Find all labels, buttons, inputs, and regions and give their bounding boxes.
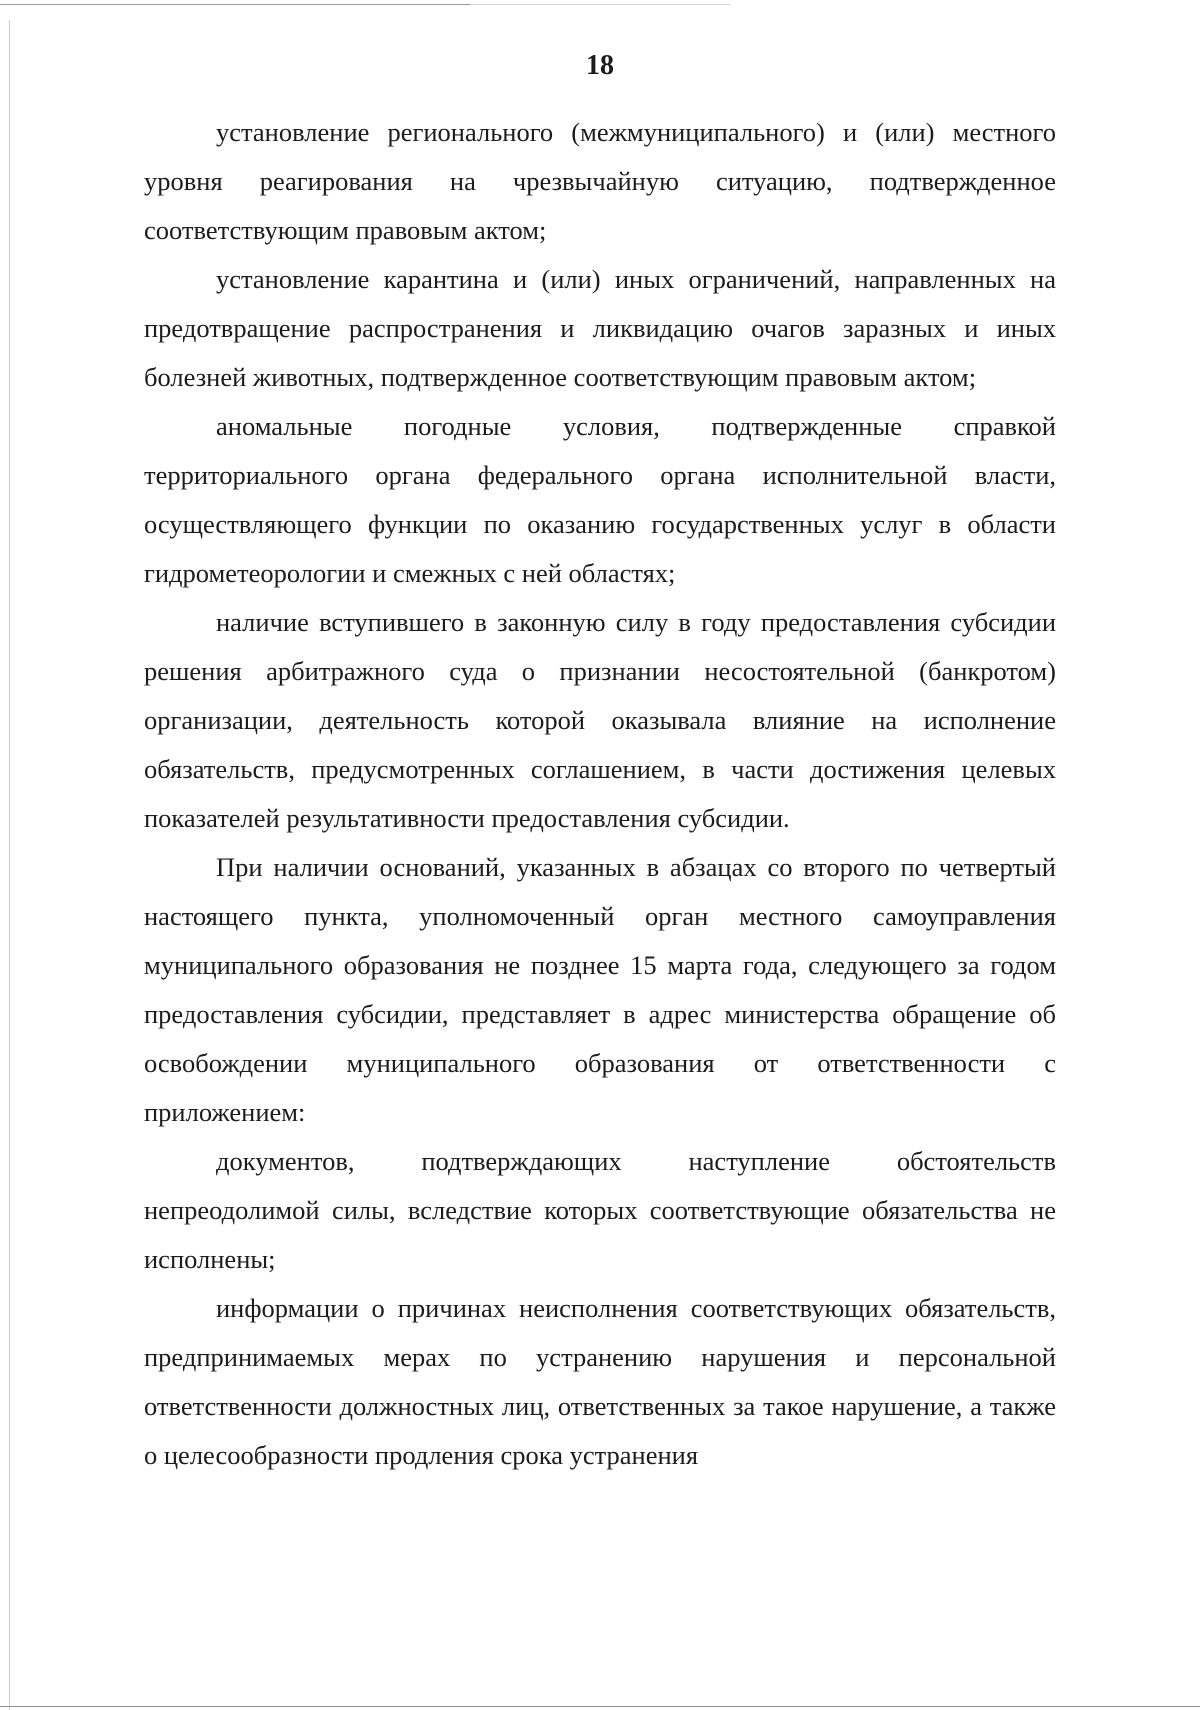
paragraph: аномальные погодные условия, подтвержденные справкой территориального органа федерального органа исполнительной власти, осуществляющего функции по оказанию государственных услуг в области гидрометеорологии и смежных с ней областях; (144, 411, 1056, 588)
paragraph: документов, подтверждающих наступление обстоятельств непреодолимой силы, вследствие которых соответствующие обязательства не исполнены; (144, 1146, 1056, 1274)
paragraph: При наличии оснований, указанных в абзацах со второго по четвертый настоящего пункта, уполномоченный орган местного самоуправления муниципального образования не позднее 15 марта года, следующего за годом предоставления субсидии, представляет в адрес министерства обращение об освобождении муниципального образования от ответственности с приложением: (144, 852, 1056, 1127)
scan-edge-bottom (0, 1706, 1200, 1707)
scan-edge-left (9, 20, 10, 1710)
scan-edge-top (0, 4, 470, 5)
paragraph: информации о причинах неисполнения соответствующих обязательств, предпринимаемых мерах по устранению нарушения и персональной ответственности должностных лиц, ответственных за такое нарушение, а также о целесообразности продления срока устранения (144, 1293, 1056, 1470)
paragraph: наличие вступившего в законную силу в году предоставления субсидии решения арбитражного суда о признании несостоятельной (банкротом) организации, деятельность которой оказывала влияние на исполнение обязательств, предусмотренных соглашением, в части достижения целевых показателей результативности предоставления субсидии. (144, 607, 1056, 833)
scan-edge-top-faint (470, 4, 730, 5)
document-body (144, 108, 1056, 1480)
page-number: 18 (586, 50, 614, 81)
paragraph: установление регионального (межмуниципального) и (или) местного уровня реагирования на чрезвычайную ситуацию, подтвержденное соответствующим правовым актом; (144, 117, 1056, 245)
paragraph: установление карантина и (или) иных ограничений, направленных на предотвращение распространения и ликвидацию очагов заразных и иных болезней животных, подтвержденное соответствующим правовым актом; (144, 264, 1056, 392)
